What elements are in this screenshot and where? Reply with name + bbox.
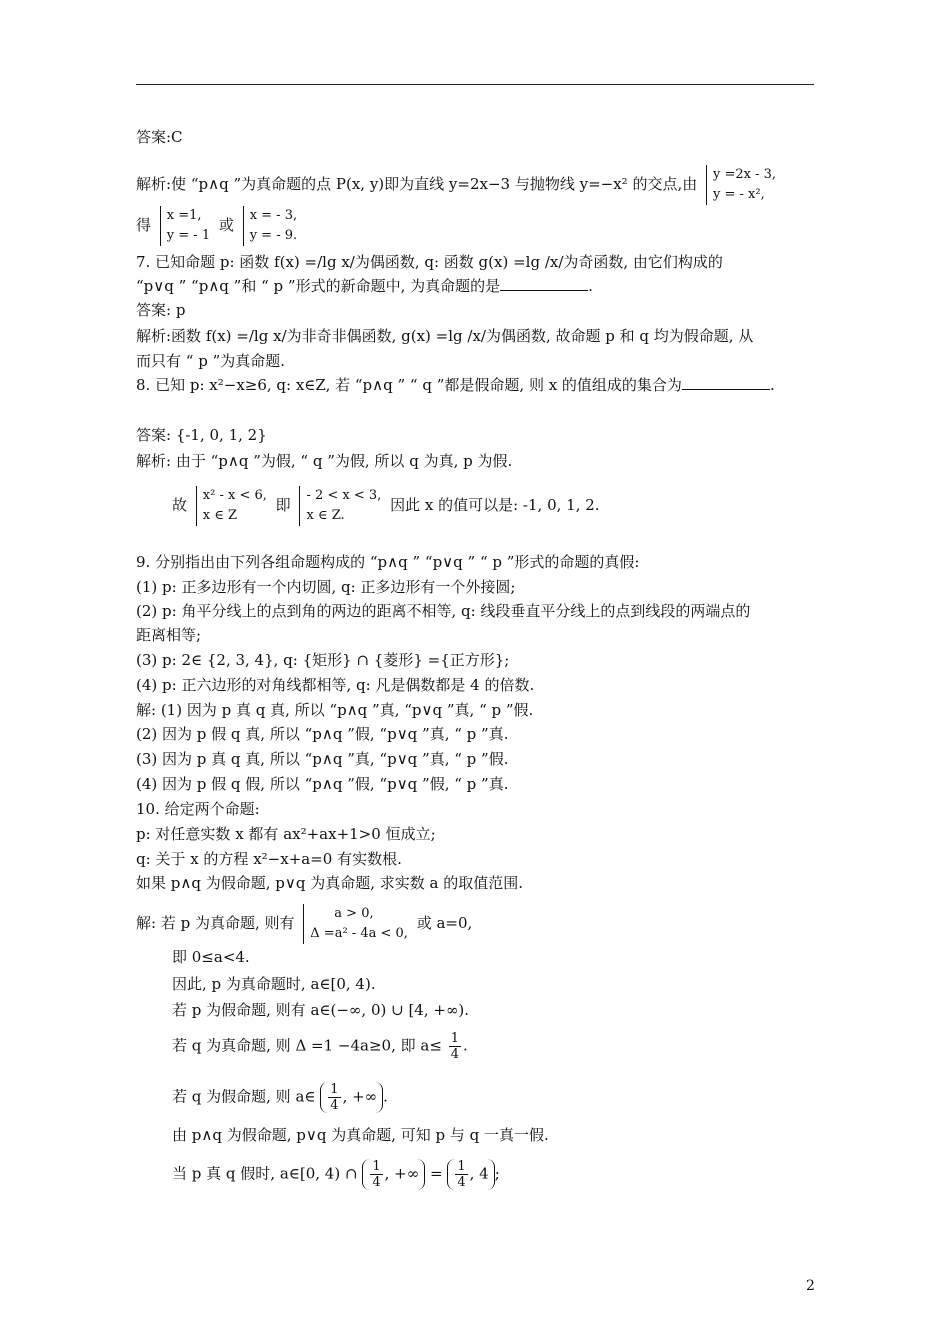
fraction bbox=[455, 1159, 467, 1190]
equation: y = - x², bbox=[713, 187, 765, 202]
question-7-line2 bbox=[136, 276, 593, 296]
text: “p∨q ” “p∧q ”和 “ p ”形式的新命题中, 为真命题的是 bbox=[136, 277, 501, 295]
header-rule bbox=[136, 84, 814, 85]
solution-9-part4: (4) 因为 p 假 q 假, 所以 “p∧q ”假, “p∨q ”假, “ p ”真. bbox=[136, 775, 509, 793]
text: . bbox=[383, 1087, 388, 1106]
equation-system bbox=[706, 165, 776, 205]
text: 即 bbox=[275, 496, 291, 514]
equation: y = - 1 bbox=[166, 228, 211, 243]
text: , +∞ bbox=[384, 1164, 420, 1183]
text: = bbox=[429, 1164, 443, 1183]
equation: y = - 9. bbox=[249, 228, 298, 243]
question-9-part1: (1) p: 正多边形有一个内切圆, q: 正多边形有一个外接圆; bbox=[136, 578, 516, 596]
question-10-ask: 如果 p∧q 为假命题, p∨q 为真命题, 求实数 a 的取值范围. bbox=[136, 874, 523, 892]
equation: x ∈ Z bbox=[202, 508, 238, 523]
equation: y =2x - 3, bbox=[713, 167, 777, 182]
equation: x = - 3, bbox=[249, 208, 298, 223]
text: 若 q 为假命题, 则 a∈ bbox=[172, 1087, 316, 1106]
text: 8. 已知 p: x²−x≥6, q: x∈Z, 若 “p∧q ” “ q ”都是假命题, 则 x 的值组成的集合为 bbox=[136, 376, 682, 394]
question-9-part2-line2: 距离相等; bbox=[136, 626, 202, 644]
text: , 4 bbox=[469, 1164, 489, 1183]
fraction bbox=[449, 1031, 461, 1062]
equation: Δ =a² - 4a < 0, bbox=[310, 926, 408, 941]
text: 得 bbox=[136, 216, 152, 234]
numerator: 1 bbox=[450, 1031, 459, 1046]
interval bbox=[320, 1082, 383, 1113]
fraction bbox=[328, 1082, 340, 1113]
solution-6-line1 bbox=[136, 165, 780, 205]
fraction bbox=[370, 1159, 382, 1190]
text: . bbox=[588, 277, 593, 295]
solution-8: 解析: 由于 “p∧q ”为假, “ q ”为假, 所以 q 为真, p 为假. bbox=[136, 452, 513, 470]
text: 解: 若 p 为真命题, 则有 bbox=[136, 914, 295, 932]
solution-6-text: 解析:使 “p∧q ”为真命题的点 P(x, y)即为直线 y=2x−3 与抛物线 y=−x² 的交点,由 bbox=[136, 175, 698, 193]
denominator: 4 bbox=[457, 1175, 466, 1190]
question-9-part4: (4) p: 正六边形的对角线都相等, q: 凡是偶数都是 4 的倍数. bbox=[136, 676, 535, 694]
question-10: 10. 给定两个命题: bbox=[136, 800, 260, 818]
equation-system bbox=[160, 206, 210, 246]
interval bbox=[362, 1159, 425, 1190]
text: 或 a=0, bbox=[416, 914, 473, 932]
solution-10-line1 bbox=[136, 904, 472, 944]
equation-system bbox=[299, 486, 381, 526]
question-9-part2-line1: (2) p: 角平分线上的点到角的两边的距离不相等, q: 线段垂直平分线上的点到线段的两端点的 bbox=[136, 602, 751, 620]
text: . bbox=[769, 376, 775, 394]
equation-system bbox=[303, 904, 408, 944]
text: 因此 x 的值可以是: -1, 0, 1, 2. bbox=[390, 496, 600, 514]
numerator: 1 bbox=[372, 1159, 381, 1174]
solution-9-part2: (2) 因为 p 假 q 真, 所以 “p∧q ”假, “p∨q ”真, “ p ”真. bbox=[136, 725, 509, 743]
solution-9-part1: 解: (1) 因为 p 真 q 真, 所以 “p∧q ”真, “p∨q ”真, “ p ”假. bbox=[136, 701, 534, 719]
equation: - 2 < x < 3, bbox=[306, 488, 382, 503]
solution-10-line2: 即 0≤a<4. bbox=[172, 948, 250, 966]
text: 若 q 为真命题, 则 Δ =1 −4a≥0, 即 a≤ bbox=[172, 1036, 442, 1055]
solution-6-line2 bbox=[136, 206, 301, 246]
numerator: 1 bbox=[330, 1082, 339, 1097]
solution-8-system bbox=[172, 486, 600, 526]
solution-7-line2: 而只有 “ p ”为真命题. bbox=[136, 352, 286, 370]
solution-10-line6 bbox=[172, 1082, 388, 1113]
solution-10-line8 bbox=[172, 1159, 500, 1190]
question-9-part3: (3) p: 2∈ {2, 3, 4}, q: {矩形} ∩ {菱形} ={正方形}; bbox=[136, 651, 510, 669]
text: 故 bbox=[172, 496, 188, 514]
solution-10-line4: 若 p 为假命题, 则有 a∈(−∞, 0) ∪ [4, +∞). bbox=[172, 1001, 470, 1019]
denominator: 4 bbox=[372, 1175, 381, 1190]
answer-8: 答案: {-1, 0, 1, 2} bbox=[136, 426, 267, 444]
question-10-q: q: 关于 x 的方程 x²−x+a=0 有实数根. bbox=[136, 850, 402, 868]
page-number: 2 bbox=[806, 1278, 815, 1294]
equation: x =1, bbox=[166, 208, 202, 223]
text: 或 bbox=[218, 216, 234, 234]
text: . bbox=[462, 1036, 468, 1055]
answer-blank bbox=[682, 375, 770, 390]
solution-7-line1: 解析:函数 f(x) =/lg x/为非奇非偶函数, g(x) =lg /x/为偶函数, 故命题 p 和 q 均为假命题, 从 bbox=[136, 327, 754, 345]
solution-10-line3: 因此, p 为真命题时, a∈[0, 4). bbox=[172, 975, 376, 993]
equation-system bbox=[243, 206, 297, 246]
solution-10-line5 bbox=[172, 1031, 468, 1062]
question-7-line1: 7. 已知命题 p: 函数 f(x) =/lg x/为偶函数, q: 函数 g(x) =lg /x/为奇函数, 由它们构成的 bbox=[136, 253, 723, 271]
question-9: 9. 分别指出由下列各组命题构成的 “p∧q ” “p∨q ” “ p ”形式的命题的真假: bbox=[136, 553, 640, 571]
question-10-p: p: 对任意实数 x 都有 ax²+ax+1>0 恒成立; bbox=[136, 825, 436, 843]
numerator: 1 bbox=[457, 1159, 466, 1174]
denominator: 4 bbox=[330, 1098, 339, 1113]
equation: x ∈ Z. bbox=[306, 508, 345, 523]
question-8 bbox=[136, 375, 775, 395]
denominator: 4 bbox=[450, 1047, 459, 1062]
answer-6: 答案:C bbox=[136, 128, 183, 146]
solution-9-part3: (3) 因为 p 真 q 真, 所以 “p∧q ”真, “p∨q ”真, “ p ”假. bbox=[136, 750, 509, 768]
equation-system bbox=[196, 486, 267, 526]
equation: x² - x < 6, bbox=[202, 488, 267, 503]
interval bbox=[447, 1159, 494, 1190]
text: 当 p 真 q 假时, a∈[0, 4) ∩ bbox=[172, 1164, 358, 1183]
answer-7: 答案: p bbox=[136, 301, 186, 319]
text: , +∞ bbox=[342, 1087, 378, 1106]
text: ; bbox=[494, 1164, 500, 1183]
equation: a > 0, bbox=[334, 906, 374, 921]
answer-blank bbox=[500, 276, 588, 291]
solution-10-line7: 由 p∧q 为假命题, p∨q 为真命题, 可知 p 与 q 一真一假. bbox=[172, 1126, 549, 1144]
